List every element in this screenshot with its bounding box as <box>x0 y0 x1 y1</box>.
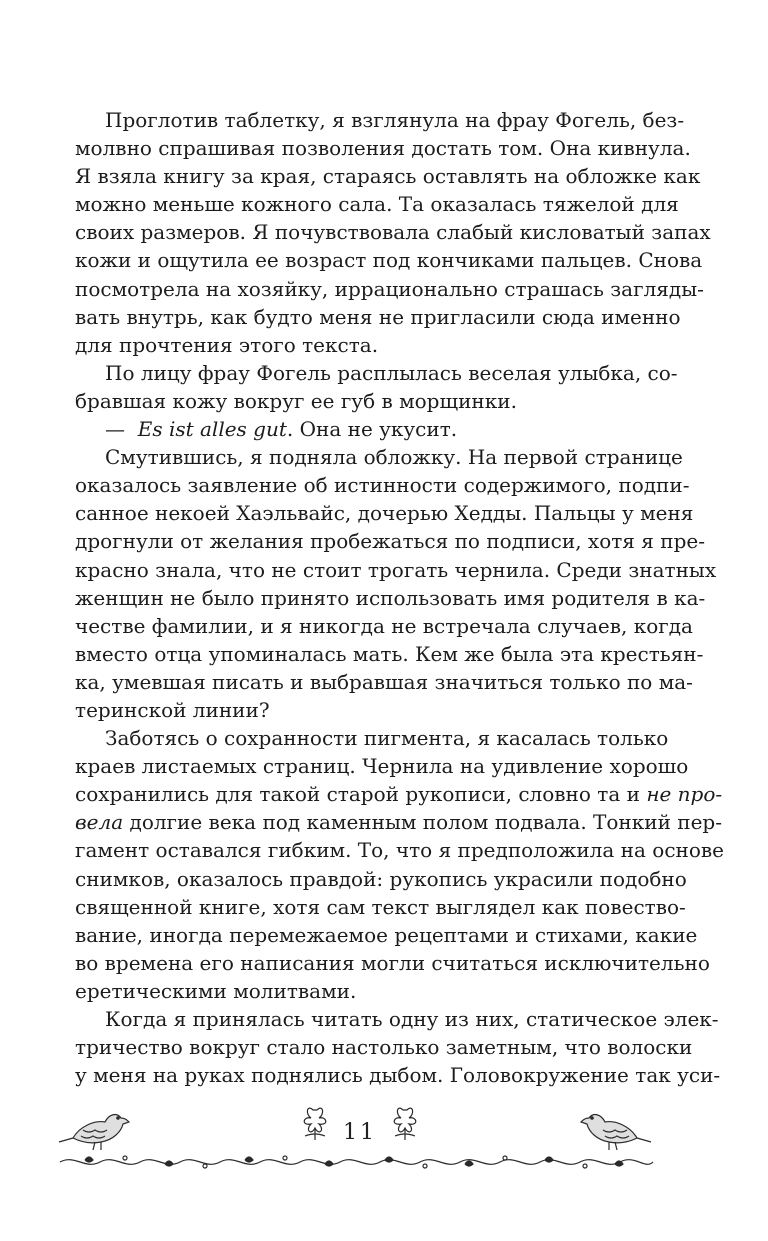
vine-border <box>60 1156 653 1168</box>
text-line: санное некоей Хаэльвайс, дочерью Хедды. Пальцы у меня <box>75 501 694 526</box>
text-line: женщин не было принято использовать имя родителя в ка- <box>75 585 706 610</box>
text-line: во времена его написания могли считаться исключительно <box>75 950 710 975</box>
text-line <box>75 808 722 836</box>
text-line: Смутившись, я подняла обложку. На первой странице <box>105 445 683 470</box>
text-line: вместо отца упоминалась мать. Кем же была эта крестьян- <box>75 641 704 666</box>
fleur-icon <box>394 1108 416 1140</box>
page-number: 11 <box>343 1120 377 1145</box>
dialogue-dash: — <box>105 417 125 442</box>
text-line: оказалось заявление об истинности содержимого, подпи- <box>75 473 690 498</box>
text-line: у меня на руках поднялись дыбом. Головокружение так уси- <box>75 1063 721 1088</box>
text-line: можно меньше кожного сала. Та оказалась тяжелой для <box>75 192 679 217</box>
bird-icon <box>581 1115 651 1150</box>
text-segment: сохранились для такой старой рукописи, словно та и <box>75 782 647 807</box>
text-line: для прочтения этого текста. <box>75 332 379 357</box>
italic-phrase: вела <box>75 810 124 835</box>
body-text <box>75 106 724 1089</box>
text-line: Проглотив таблетку, я взглянула на фрау Фогель, без- <box>105 108 685 132</box>
text-line: посмотрела на хозяйку, иррационально страшась загляды- <box>75 276 704 301</box>
fleur-icon <box>304 1108 326 1140</box>
text-line: краев листаемых страниц. Чернила на удивление хорошо <box>75 754 689 779</box>
bird-icon <box>59 1115 129 1150</box>
dialogue-line <box>75 415 637 443</box>
text-line: По лицу фрау Фогель расплылась веселая улыбка, со- <box>105 360 678 385</box>
text-line: священной книге, хотя сам текст выглядел как повество- <box>75 894 686 919</box>
text-line: честве фамилии, и я никогда не встречала случаев, когда <box>75 613 693 638</box>
text-segment: долгие века под каменным полом подвала. Тонкий пер- <box>123 810 722 835</box>
text-line: гамент оставался гибким. То, что я предположила на основе <box>75 838 724 863</box>
text-line: вать внутрь, как будто меня не пригласили сюда именно <box>75 304 681 329</box>
text-line: Когда я принялась читать одну из них, статическое элек- <box>105 1007 719 1031</box>
text-line: теринской линии? <box>75 697 270 722</box>
text-line: своих размеров. Я почувствовала слабый кисловатый запах <box>75 220 711 245</box>
dialogue-rest: . Она не укусит. <box>286 417 458 442</box>
text-line: бравшая кожу вокруг ее губ в морщинки. <box>75 388 517 413</box>
text-line: Я взяла книгу за края, стараясь оставлять на обложке как <box>75 164 701 189</box>
text-line: еретическими молитвами. <box>75 978 357 1003</box>
italic-phrase: не про- <box>646 782 723 807</box>
text-line: кожи и ощутила ее возраст под кончиками пальцев. Снова <box>75 248 703 273</box>
text-line <box>75 780 723 808</box>
text-line: молвно спрашивая позволения достать том. Она кивнула. <box>75 136 691 161</box>
text-line: ка, умевшая писать и выбравшая значиться только по ма- <box>75 669 693 694</box>
italic-phrase: Es ist alles gut <box>137 417 287 442</box>
text-line: вание, иногда перемежаемое рецептами и стихами, какие <box>75 922 698 947</box>
text-line: дрогнули от желания пробежаться по подписи, хотя я пре- <box>75 529 705 554</box>
text-line: красно знала, что не стоит трогать чернила. Среди знатных <box>75 557 717 582</box>
text-line: тричество вокруг стало настолько заметным, что волоски <box>75 1035 693 1060</box>
text-line: снимков, оказалось правдой: рукопись украсили подобно <box>75 866 687 891</box>
text-line: Заботясь о сохранности пигмента, я касалась только <box>105 726 669 751</box>
